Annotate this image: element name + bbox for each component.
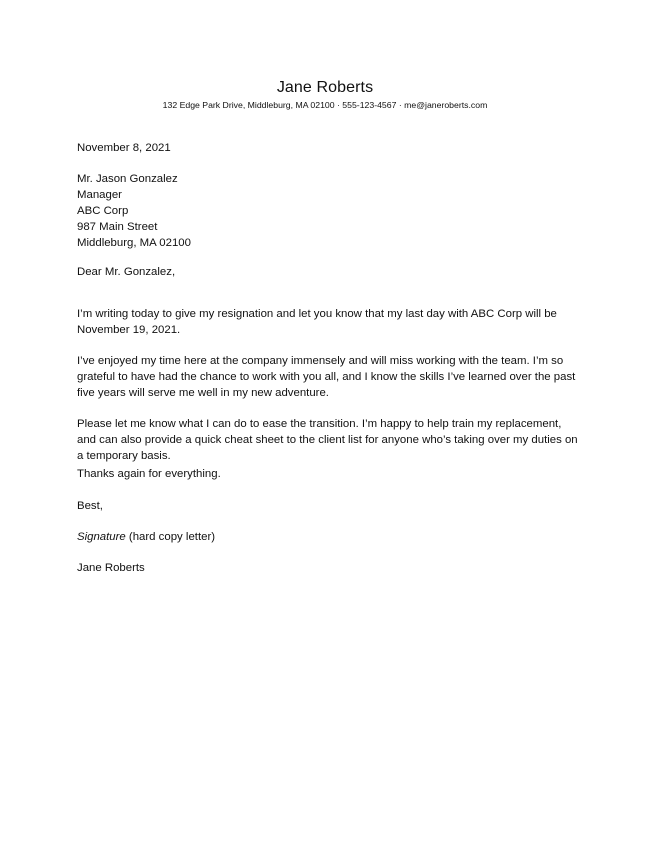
recipient-street: 987 Main Street (77, 221, 158, 233)
sender-contact-line: 132 Edge Park Drive, Middleburg, MA 02100 · 555-123-4567 · me@janeroberts.com (162, 100, 488, 110)
recipient-title: Manager (77, 189, 122, 201)
signature-label: Signature (77, 531, 126, 543)
thanks-line: Thanks again for everything. (77, 468, 221, 480)
body-paragraph-2: I’ve enjoyed my time here at the company immensely and will miss working with the team. I’m so grateful to have had the chance to work with you all, and I know the skills I’ve learned over the past five years will serve me well in my new adventure. (77, 355, 576, 400)
sender-name: Jane Roberts (276, 79, 374, 96)
body-paragraph-3: Please let me know what I can do to ease the transition. I’m happy to help train my replacement, and can also provide a quick cheat sheet to the client list for anyone who’s taking over my duties on a temporary basis. (77, 418, 578, 463)
letterhead (0, 78, 650, 111)
recipient-company: ABC Corp (77, 205, 129, 217)
signature-note: (hard copy letter) (125, 531, 216, 543)
recipient-city-state-zip: Middleburg, MA 02100 (77, 237, 191, 249)
recipient-address-block (77, 171, 582, 251)
signer-name: Jane Roberts (77, 562, 145, 574)
signature-placeholder (77, 529, 582, 545)
letter-date: November 8, 2021 (77, 142, 171, 154)
body-paragraph-1: I’m writing today to give my resignation and let you know that my last day with ABC Corp will be November 19, 2021. (77, 308, 557, 337)
salutation: Dear Mr. Gonzalez, (77, 266, 176, 278)
recipient-name: Mr. Jason Gonzalez (77, 173, 178, 185)
closing: Best, (77, 500, 103, 512)
